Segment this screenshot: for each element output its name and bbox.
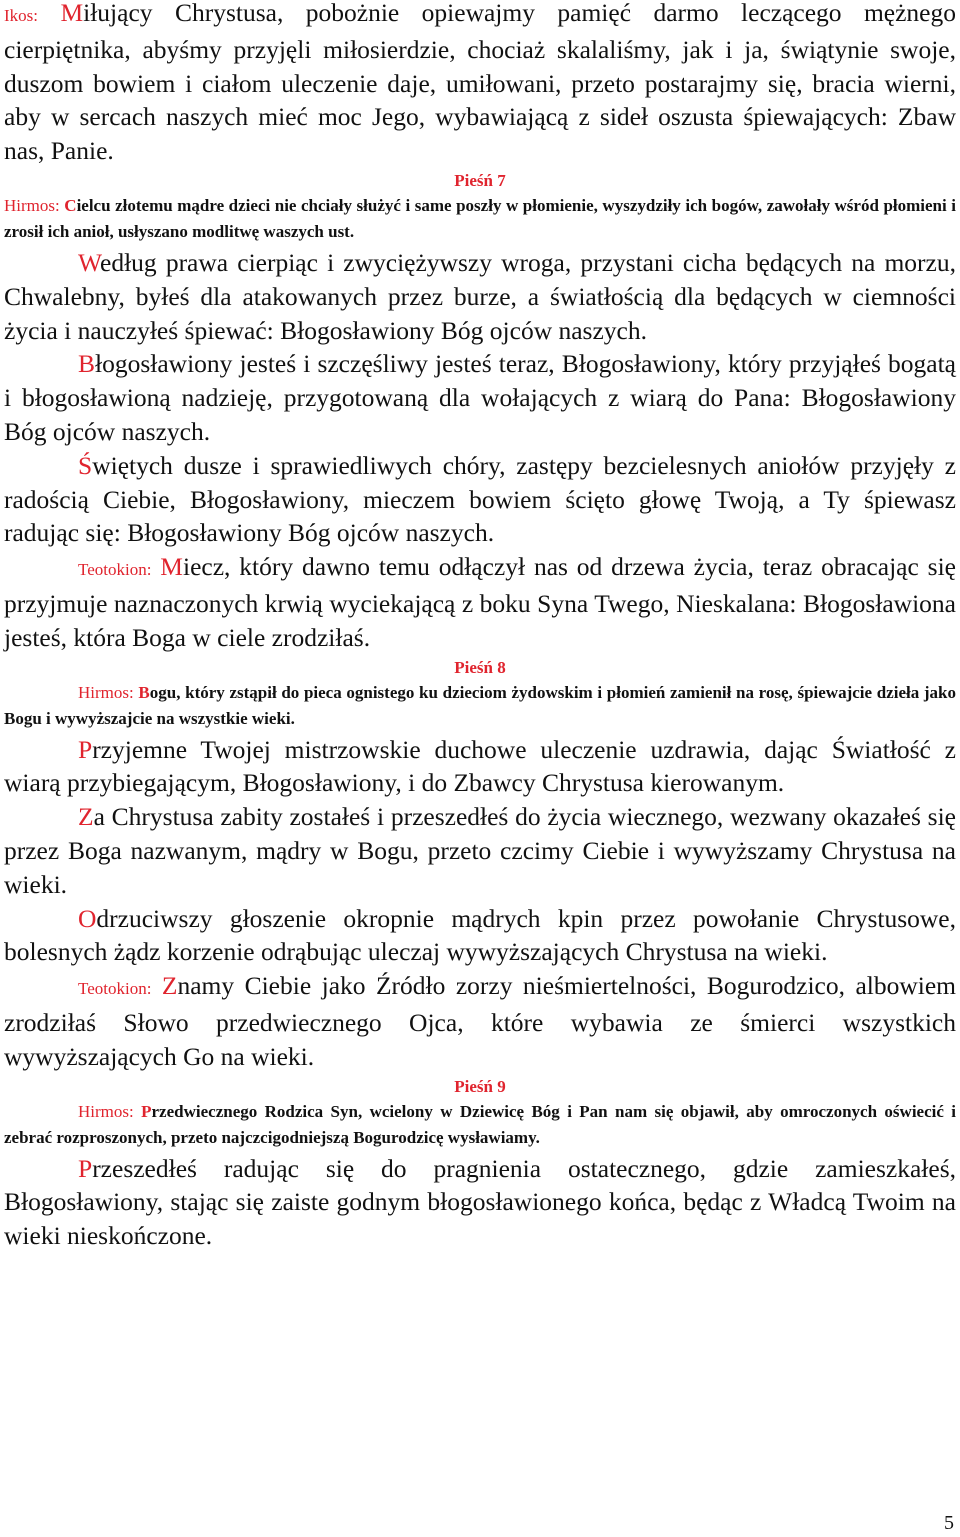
ikos-label: Ikos: [4, 6, 38, 25]
paragraph-text: drzuciwszy głoszenie okropnie mądrych kpin przez powołanie Chrystusowe, bolesnych żądz korzenie odrąbując uleczaj wywyższających Chrystusa na wieki. [4, 903, 956, 967]
initial-letter: P [78, 1153, 93, 1183]
teotokion-label: Teotokion: [78, 560, 152, 580]
hirmos-label: Hirmos: [78, 682, 134, 702]
teotokion-label: Teotokion: [78, 979, 152, 999]
song-8-title: Pieśń 8 [454, 657, 506, 677]
song-7-title: Pieśń 7 [454, 170, 506, 190]
teotokion-paragraph [4, 550, 956, 654]
document-page [4, 0, 956, 1253]
paragraph-text: ogu, który zstąpił do pieca ognistego ku dzieciom żydowskim i płomień zamienił na rosę, śpiewajcie dzieła jako Bogu i wywyższajcie na wszystkie wieki. [4, 682, 956, 729]
initial-letter: Z [78, 802, 94, 832]
verse-paragraph [4, 733, 956, 801]
verse-paragraph [4, 1152, 956, 1253]
verse-paragraph [4, 800, 956, 901]
initial-letter: W [78, 247, 101, 277]
paragraph-text: edług prawa cierpiąc i zwyciężywszy wroga, przystani cicha będących na morzu, Chwalebny, byłeś dla atakowanych przez burze, a światłością dla będących w ciemności życia i nauczyłeś śpiewać: Błogosławiony Bóg ojców naszych. [4, 247, 956, 345]
initial-letter: P [141, 1101, 152, 1121]
paragraph-text: więtych dusze i sprawiedliwych chóry, zastępy bezcielesnych aniołów przyjęły z radością Ciebie, Błogosławiony, mieczem bowiem ścięto głowę Twoją, a Ty śpiewasz radując się: Błogosławiony Bóg ojców naszych. [4, 450, 956, 548]
paragraph-text: łogosławiony jesteś i szczęśliwy jesteś teraz, Błogosławiony, który przyjąłeś bogatą i błogosławioną nadzieję, przygotowaną dla wołających z wiarą do Pana: Błogosławiony Bóg ojców naszych. [4, 349, 956, 446]
hirmos-7 [4, 193, 956, 246]
ikos-paragraph [4, 0, 956, 168]
initial-letter: Z [161, 971, 178, 1001]
teotokion-paragraph [4, 969, 956, 1073]
paragraph-text: iłujący Chrystusa, pobożnie opiewajmy pamięć darmo leczącego mężnego cierpiętnika, abyśmy przyjęli miłosierdzie, chociaż skalaliśmy, jak i ja, świątynie swoje, duszom bowiem i ciałom uleczenie daje, umiłowani, przeto postarajmy się, bracia wierni, aby w sercach naszych mieć moc Jego, wybawiającą z sideł oszusta śpiewających: Zbaw nas, Panie. [4, 0, 957, 166]
hirmos-9 [4, 1099, 956, 1152]
verse-paragraph [4, 246, 956, 347]
paragraph-text: a Chrystusa zabity zostałeś i przeszedłeś do życia wiecznego, wezwany okazałeś się przez Boga nazwanym, mądry w Bogu, przeto czcimy Ciebie i wywyższamy Chrystusa na wieki. [4, 802, 956, 899]
hirmos-label: Hirmos: [4, 195, 60, 215]
paragraph-text: rzyjemne Twojej mistrzowskie duchowe uleczenie uzdrawia, dając Światłość z wiarą przybiegającym, Błogosławiony, i do Zbawcy Chrystusa kierowanym. [4, 734, 956, 798]
initial-letter: O [78, 903, 97, 933]
paragraph-text: iecz, który dawno temu odłączył nas od drzewa życia, teraz obracając się przyjmuje naznaczonych krwią wyciekającą z boku Syna Twego, Nieskalana: Błogosławiona jesteś, która Boga w ciele zrodziłaś. [4, 552, 956, 652]
initial-letter: B [78, 349, 96, 379]
verse-paragraph [4, 449, 956, 550]
initial-letter: P [78, 734, 93, 764]
initial-letter: Ś [78, 450, 93, 480]
initial-letter: B [138, 682, 150, 702]
hirmos-label: Hirmos: [78, 1101, 134, 1121]
page-number: 5 [944, 1512, 954, 1534]
paragraph-text: ielcu złotemu mądre dzieci nie chciały służyć i same poszły w płomienie, wyszydziły ich bogów, zawołały wśród płomieni i zrosił ich anioł, usłyszano modlitwę waszych ust. [4, 195, 956, 242]
initial-letter: M [60, 0, 84, 27]
verse-paragraph [4, 902, 956, 970]
hirmos-8 [4, 680, 956, 733]
paragraph-text: rzeszedłeś radując się do pragnienia ostatecznego, gdzie zamieszkałeś, Błogosławiony, stając się zaiste godnym błogosławionego końca, będąc z Władcą Twoim na wieki nieskończone. [4, 1153, 956, 1251]
paragraph-text: rzedwiecznego Rodzica Syn, wcielony w Dziewicę Bóg i Pan nam się objawił, aby omroczonych oświecić i zebrać rozproszonych, przeto najczcigodniejszą Bogurodzicę wysławiamy. [4, 1101, 957, 1148]
initial-letter: M [160, 552, 183, 582]
song-9-title: Pieśń 9 [454, 1076, 506, 1096]
paragraph-text: namy Ciebie jako Źródło zorzy nieśmiertelności, Bogurodzico, albowiem zrodziłaś Słowo przedwiecznego Ojca, które wybawia ze śmierci wszystkich wywyższających Go na wieki. [4, 971, 957, 1071]
initial-letter: C [64, 195, 77, 215]
verse-paragraph [4, 347, 956, 448]
